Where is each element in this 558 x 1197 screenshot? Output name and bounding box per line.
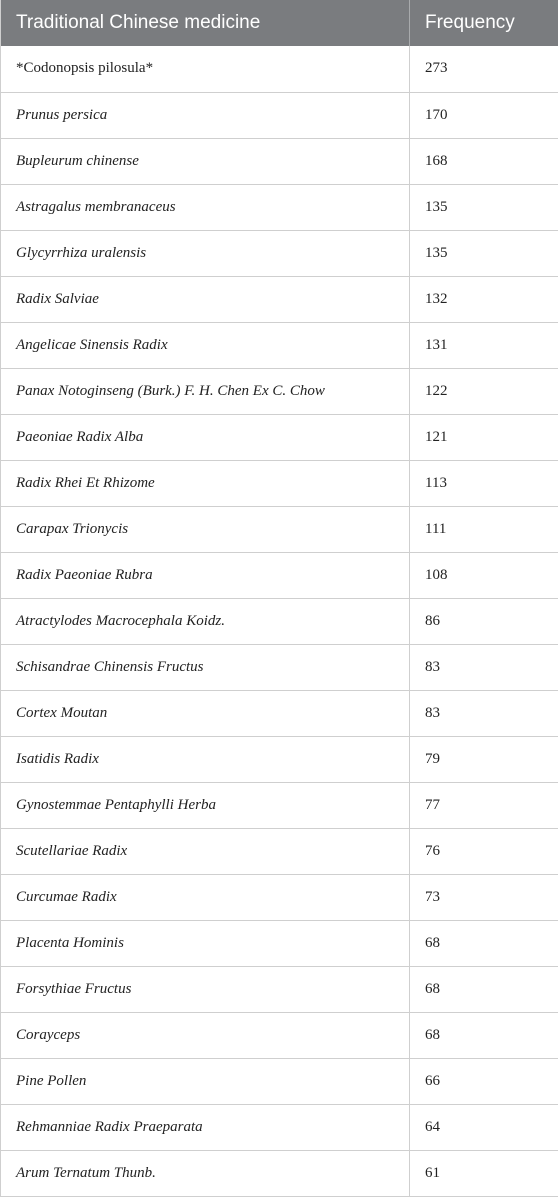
medicine-name-cell: Cortex Moutan [1,690,410,736]
medicine-name-cell: Angelicae Sinensis Radix [1,322,410,368]
frequency-cell: 73 [410,874,558,920]
table-header [1,0,558,46]
frequency-cell: 61 [410,1150,558,1196]
medicine-name-cell: Arum Ternatum Thunb. [1,1150,410,1196]
table-row [1,184,558,230]
frequency-cell: 68 [410,1012,558,1058]
table-row [1,1058,558,1104]
table-row [1,552,558,598]
medicine-name-cell: Paeoniae Radix Alba [1,414,410,460]
table-row [1,598,558,644]
frequency-cell: 132 [410,276,558,322]
medicine-name-cell: Astragalus membranaceus [1,184,410,230]
table-row [1,1104,558,1150]
medicine-name-cell: Radix Rhei Et Rhizome [1,460,410,506]
medicine-name-cell: Curcumae Radix [1,874,410,920]
medicine-name-cell: Schisandrae Chinensis Fructus [1,644,410,690]
table-row [1,690,558,736]
table-row [1,828,558,874]
frequency-cell: 83 [410,644,558,690]
medicine-name-cell: Placenta Hominis [1,920,410,966]
frequency-cell: 135 [410,184,558,230]
frequency-cell: 273 [410,46,558,92]
frequency-cell: 111 [410,506,558,552]
medicine-name-cell: Carapax Trionycis [1,506,410,552]
frequency-cell: 76 [410,828,558,874]
medicine-name-cell: Isatidis Radix [1,736,410,782]
table-row [1,782,558,828]
medicine-name-cell: Pine Pollen [1,1058,410,1104]
frequency-cell: 135 [410,230,558,276]
table-row [1,230,558,276]
table-row [1,1150,558,1196]
medicine-name-cell: Corayceps [1,1012,410,1058]
frequency-cell: 79 [410,736,558,782]
medicine-name-cell: Radix Salviae [1,276,410,322]
table-row [1,276,558,322]
table-body [1,46,558,1196]
medicine-name-cell: *Codonopsis pilosula* [1,46,410,92]
medicine-name-cell: Forsythiae Fructus [1,966,410,1012]
frequency-cell: 66 [410,1058,558,1104]
table-row [1,506,558,552]
frequency-cell: 121 [410,414,558,460]
table-row [1,644,558,690]
table-row [1,966,558,1012]
frequency-cell: 108 [410,552,558,598]
medicine-name-cell: Rehmanniae Radix Praeparata [1,1104,410,1150]
header-medicine: Traditional Chinese medicine [1,0,410,46]
frequency-cell: 68 [410,966,558,1012]
header-frequency: Frequency [410,0,558,46]
header-row [1,0,558,46]
frequency-cell: 131 [410,322,558,368]
table-row [1,138,558,184]
frequency-cell: 113 [410,460,558,506]
medicine-name-cell: Scutellariae Radix [1,828,410,874]
frequency-cell: 168 [410,138,558,184]
table-row [1,736,558,782]
frequency-cell: 122 [410,368,558,414]
table-row [1,414,558,460]
medicine-name-cell: Bupleurum chinense [1,138,410,184]
medicine-name-cell: Glycyrrhiza uralensis [1,230,410,276]
medicine-name-cell: Gynostemmae Pentaphylli Herba [1,782,410,828]
medicine-name-cell: Radix Paeoniae Rubra [1,552,410,598]
table-row [1,460,558,506]
frequency-cell: 170 [410,92,558,138]
table-row [1,1012,558,1058]
frequency-cell: 83 [410,690,558,736]
medicine-name-cell: Atractylodes Macrocephala Koidz. [1,598,410,644]
table-row [1,46,558,92]
frequency-cell: 68 [410,920,558,966]
table-row [1,322,558,368]
frequency-cell: 77 [410,782,558,828]
table-row [1,920,558,966]
medicine-name-cell: Panax Notoginseng (Burk.) F. H. Chen Ex C. Chow [1,368,410,414]
table-row [1,92,558,138]
table-row [1,874,558,920]
medicine-name-cell: Prunus persica [1,92,410,138]
frequency-cell: 64 [410,1104,558,1150]
table-row [1,368,558,414]
frequency-cell: 86 [410,598,558,644]
